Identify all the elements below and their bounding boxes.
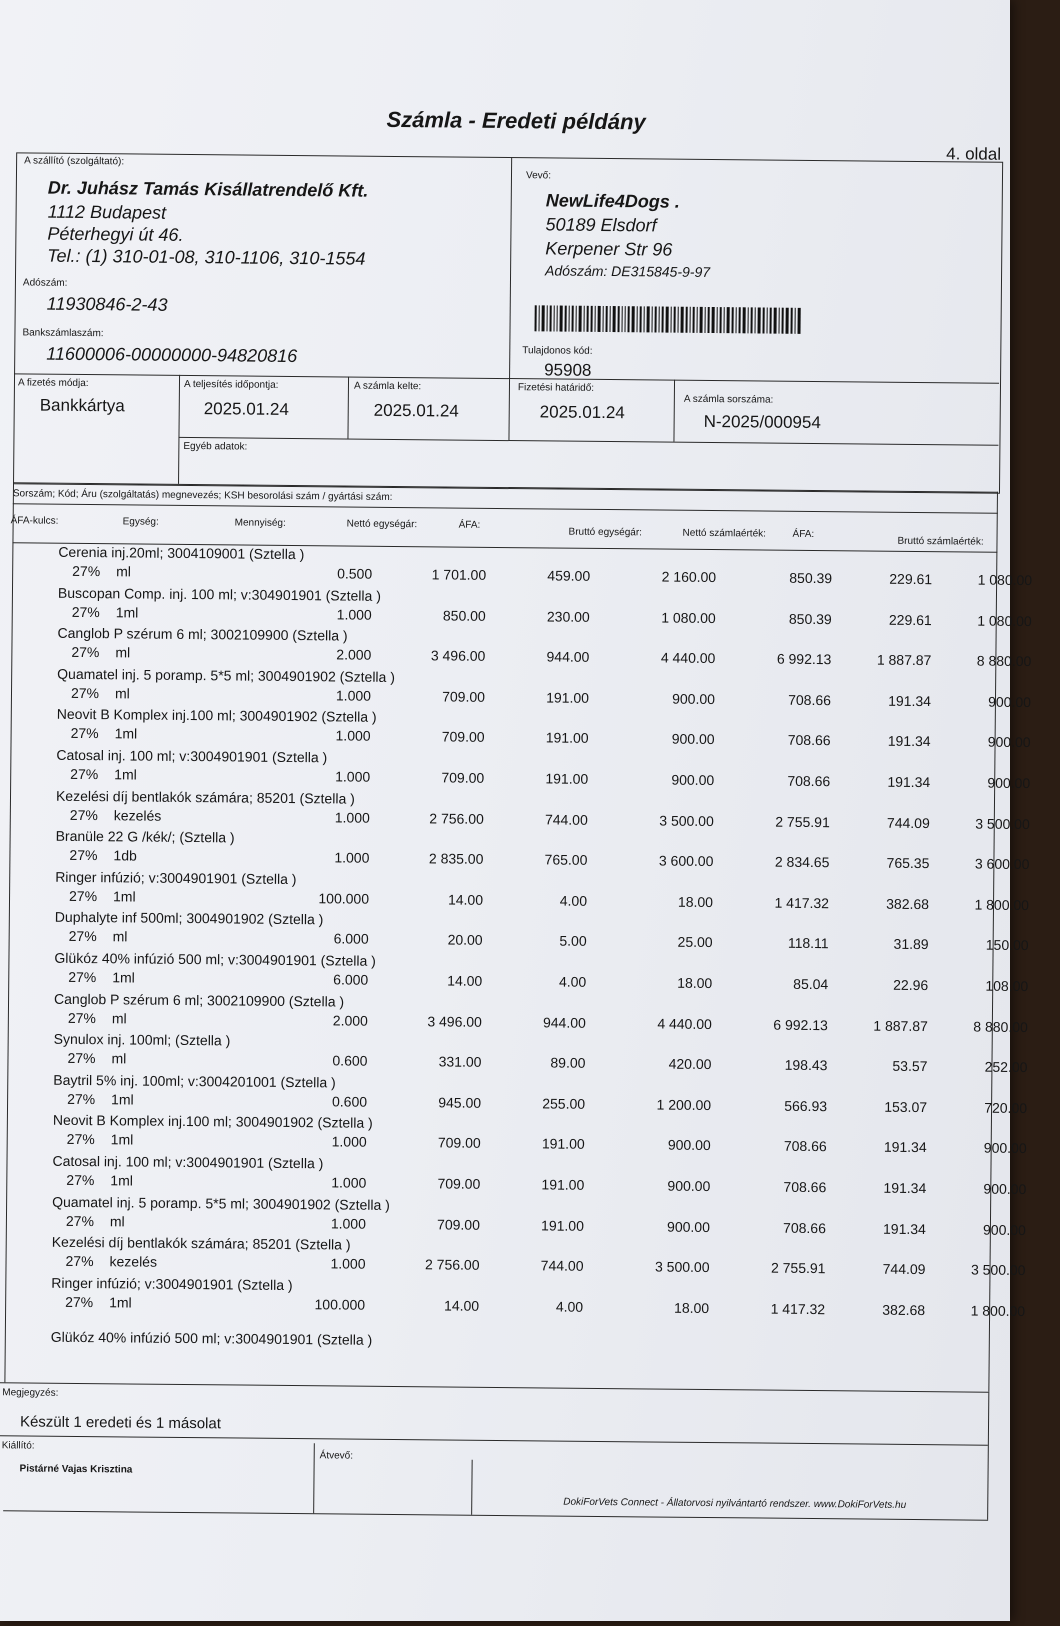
item-net-unit-price: 945.00 — [438, 1094, 482, 1111]
item-name: Catosal inj. 100 ml; v:3004901901 (Sztella ) — [52, 1152, 324, 1172]
issue-date: 2025.01.24 — [373, 400, 459, 421]
item-unit: 1ml — [111, 1090, 134, 1108]
item-quantity: 1.000 — [331, 1133, 367, 1151]
item-vat-total: 191.34 — [888, 692, 932, 709]
item-gross-total: 252.00 — [984, 1058, 1028, 1076]
item-vat-total: 53.57 — [892, 1057, 928, 1075]
col-vat: ÁFA: — [458, 519, 481, 531]
item-net-total: 708.66 — [783, 1138, 827, 1155]
item-net-unit-price: 20.00 — [447, 931, 483, 949]
item-unit: ml — [114, 685, 130, 702]
item-vat-rate: 27% — [67, 1049, 96, 1067]
item-gross-total: 3 600.00 — [974, 855, 1030, 873]
item-name: Kezelési díj bentlakók számára; 85201 (Sztella ) — [51, 1233, 351, 1253]
buyer-city: 50189 Elsdorf — [545, 214, 657, 236]
supplier-bank-account: 11600006-00000000-94820816 — [46, 343, 298, 367]
item-vat-total: 1 887.87 — [876, 651, 932, 669]
item-vat-rate: 27% — [70, 765, 99, 783]
item-vat-unit: 944.00 — [542, 1013, 586, 1031]
item-net-unit-price: 709.00 — [441, 769, 485, 786]
item-vat-unit: 744.00 — [540, 1257, 584, 1274]
item-name: Glükóz 40% infúzió 500 ml; v:3004901901 (Sztella ) — [54, 949, 376, 969]
item-vat-total: 744.09 — [882, 1260, 926, 1278]
item-net-unit-price: 709.00 — [437, 1175, 481, 1192]
item-gross-unit-price: 18.00 — [677, 974, 713, 991]
item-vat-unit: 89.00 — [550, 1054, 586, 1071]
item-unit: 1ml — [110, 1131, 134, 1148]
divider — [3, 1510, 988, 1520]
item-gross-unit-price: 3 600.00 — [658, 852, 714, 870]
buyer-tax: Adószám: DE315845-9-97 — [545, 262, 711, 280]
item-name: Duphalyte inf 500ml; 3004901902 (Sztella ) — [54, 909, 324, 928]
item-quantity: 2.000 — [332, 1011, 368, 1029]
item-gross-total: 8 880.00 — [973, 1018, 1028, 1035]
item-vat-unit: 459.00 — [547, 567, 591, 584]
item-quantity: 2.000 — [336, 646, 372, 663]
item-net-total: 708.66 — [787, 732, 831, 749]
supplier-bank-label: Bankszámlaszám: — [22, 327, 104, 340]
item-net-total: 118.11 — [787, 935, 829, 952]
item-gross-total: 900.00 — [983, 1180, 1027, 1197]
item-vat-total: 229.61 — [889, 570, 933, 588]
table-header-line: Sorszám; Kód; Áru (szolgáltatás) megnevezés; KSH besorolási szám / gyártási szám: — [12, 488, 393, 503]
item-net-total: 1 417.32 — [770, 1300, 826, 1317]
item-unit: ml — [109, 1212, 125, 1229]
item-net-unit-price: 14.00 — [447, 972, 483, 989]
item-gross-unit-price: 18.00 — [674, 1299, 710, 1316]
item-name: Canglob P szérum 6 ml; 3002109900 (Sztella ) — [53, 990, 345, 1010]
item-name: Canglob P szérum 6 ml; 3002109900 (Sztella ) — [57, 624, 348, 644]
item-net-total: 2 755.91 — [770, 1259, 826, 1277]
fulfillment-label: A teljesítés időpontja: — [183, 378, 279, 391]
item-name: Catosal inj. 100 ml; v:3004901901 (Sztella ) — [56, 746, 328, 766]
item-vat-total: 191.34 — [887, 733, 931, 750]
col-unit: Egység: — [122, 516, 159, 528]
item-vat-unit: 191.00 — [545, 729, 589, 747]
invoice-number: N-2025/000954 — [703, 411, 821, 433]
item-unit: ml — [111, 1009, 127, 1026]
due-label: Fizetési határidő: — [517, 382, 595, 394]
item-name: Neovit B Komplex inj.100 ml; 3004901902 (Sztella ) — [56, 706, 377, 726]
item-vat-total: 1 887.87 — [873, 1017, 928, 1034]
barcode-image — [535, 305, 803, 334]
software-credit: DokiForVets Connect - Állatorvosi nyilvántartó rendszer. www.DokiForVets.hu — [563, 1496, 907, 1511]
item-gross-total: 150.00 — [985, 937, 1029, 954]
payment-method: Bankkártya — [39, 395, 125, 416]
invoice-number-label: A számla sorszáma: — [683, 393, 774, 406]
item-unit: 1ml — [115, 603, 139, 621]
item-gross-total: 900.00 — [982, 1221, 1026, 1238]
supplier-tax-label: Adószám: — [22, 277, 68, 289]
item-net-total: 708.66 — [783, 1219, 826, 1236]
item-net-unit-price: 3 496.00 — [430, 647, 486, 665]
item-vat-unit: 191.00 — [541, 1135, 585, 1153]
item-quantity: 1.000 — [330, 1214, 367, 1232]
item-net-total: 6 992.13 — [776, 650, 832, 668]
item-gross-unit-price: 420.00 — [668, 1055, 712, 1073]
item-quantity: 1.000 — [331, 1174, 367, 1191]
item-gross-total: 108.00 — [985, 977, 1029, 995]
remarks-text: Készült 1 eredeti és 1 másolat — [19, 1413, 222, 1433]
item-gross-total: 1 080.00 — [977, 571, 1033, 589]
item-vat-unit: 4.00 — [558, 973, 587, 990]
item-vat-rate: 27% — [65, 1212, 95, 1229]
item-gross-total: 1 080.00 — [977, 612, 1032, 629]
item-net-unit-price: 14.00 — [444, 1297, 480, 1314]
item-vat-total: 229.61 — [888, 611, 932, 628]
item-vat-total: 22.96 — [893, 976, 929, 994]
col-net-total: Nettó számlaérték: — [682, 527, 766, 540]
item-net-unit-price: 331.00 — [438, 1053, 482, 1070]
item-net-total: 2 834.65 — [774, 853, 830, 871]
supplier-city: 1112 Budapest — [47, 201, 167, 223]
item-quantity: 6.000 — [333, 930, 369, 948]
col-quantity: Mennyiség: — [234, 517, 286, 529]
item-net-total: 6 992.13 — [773, 1016, 828, 1033]
item-quantity: 1.000 — [334, 849, 370, 866]
item-vat-unit: 191.00 — [545, 770, 589, 787]
item-unit: 1ml — [112, 969, 135, 986]
item-quantity: 0.500 — [337, 565, 373, 582]
remarks-label: Megjegyzés: — [2, 1387, 59, 1399]
item-gross-total: 3 500.00 — [970, 1261, 1026, 1279]
item-name: Quamatel inj. 5 poramp. 5*5 ml; 3004901902 (Sztella ) — [57, 665, 396, 685]
item-vat-rate: 27% — [70, 684, 100, 701]
item-vat-rate: 27% — [71, 644, 100, 661]
divider — [987, 1392, 989, 1520]
item-unit: ml — [115, 644, 131, 661]
item-unit: 1db — [113, 847, 137, 864]
item-unit: kezelés — [113, 806, 162, 824]
item-unit: 1ml — [112, 888, 136, 905]
item-net-unit-price: 2 756.00 — [424, 1256, 480, 1273]
buyer-street: Kerpener Str 96 — [545, 238, 673, 260]
item-net-total: 708.66 — [788, 691, 832, 708]
item-quantity: 6.000 — [333, 971, 369, 988]
item-unit: 1ml — [109, 1293, 132, 1311]
item-gross-unit-price: 1 200.00 — [656, 1096, 712, 1113]
item-quantity: 1.000 — [335, 768, 371, 785]
owner-code: 95908 — [544, 360, 592, 380]
divider — [471, 1460, 473, 1515]
item-gross-unit-price: 900.00 — [671, 731, 715, 748]
item-unit: kezelés — [109, 1253, 158, 1270]
item-vat-rate: 27% — [68, 968, 97, 986]
item-net-total: 850.39 — [788, 610, 832, 627]
item-gross-total: 900.00 — [987, 774, 1031, 792]
item-vat-unit: 191.00 — [541, 1176, 585, 1193]
item-quantity: 0.600 — [331, 1093, 368, 1110]
item-quantity: 0.600 — [332, 1052, 368, 1069]
item-vat-rate: 27% — [72, 562, 101, 580]
item-net-unit-price: 709.00 — [442, 688, 486, 705]
divider — [0, 1435, 988, 1446]
item-gross-total: 720.00 — [984, 1099, 1028, 1116]
item-net-unit-price: 2 835.00 — [428, 850, 484, 867]
item-unit: ml — [111, 1050, 127, 1067]
item-name: Quamatel inj. 5 poramp. 5*5 ml; 3004901902 (Sztella ) — [52, 1193, 390, 1213]
page-number: 4. oldal — [946, 144, 1002, 164]
item-quantity: 1.000 — [335, 727, 371, 745]
item-name: Ringer infúzió; v:3004901901 (Sztella ) — [51, 1274, 293, 1293]
issuer-label: Kiállító: — [1, 1440, 35, 1452]
item-net-total: 566.93 — [784, 1097, 828, 1114]
item-vat-total: 744.09 — [886, 814, 930, 831]
invoice-title: Számla - Eredeti példány — [386, 106, 646, 135]
other-data-label: Egyéb adatok: — [183, 440, 248, 453]
item-net-unit-price: 3 496.00 — [427, 1012, 482, 1030]
item-gross-unit-price: 900.00 — [667, 1136, 711, 1154]
item-gross-unit-price: 3 500.00 — [654, 1258, 710, 1276]
item-name: Neovit B Komplex inj.100 ml; 3004901902 (Sztella ) — [52, 1112, 373, 1132]
item-gross-unit-price: 900.00 — [667, 1177, 711, 1194]
item-name: Branüle 22 G /kék/; (Sztella ) — [55, 827, 235, 846]
item-name: Baytril 5% inj. 100ml; v:3004201001 (Sztella ) — [53, 1071, 336, 1091]
divider — [13, 503, 998, 513]
item-name: Ringer infúzió; v:3004901901 (Sztella ) — [55, 868, 297, 887]
item-vat-unit: 744.00 — [544, 810, 588, 828]
item-name: Kezelési díj bentlakók számára; 85201 (Sztella ) — [55, 787, 355, 807]
col-vat-rate: ÁFA-kulcs: — [10, 515, 59, 527]
item-vat-unit: 4.00 — [555, 1298, 584, 1315]
item-net-total: 1 417.32 — [774, 894, 830, 911]
divider — [0, 1382, 988, 1393]
item-vat-total: 191.34 — [883, 1220, 926, 1237]
item-vat-rate: 27% — [69, 806, 98, 823]
item-net-unit-price: 14.00 — [447, 891, 484, 908]
item-vat-unit: 191.00 — [541, 1216, 584, 1234]
item-gross-total: 900.00 — [988, 693, 1032, 710]
item-unit: 1ml — [114, 725, 138, 742]
item-vat-total: 382.68 — [882, 1301, 926, 1318]
item-net-total: 198.43 — [784, 1056, 828, 1074]
item-vat-unit: 5.00 — [559, 932, 587, 950]
item-gross-unit-price: 4 440.00 — [660, 649, 716, 667]
fulfillment-date: 2025.01.24 — [203, 399, 289, 419]
item-gross-total: 1 800.00 — [974, 896, 1030, 913]
item-unit: 1ml — [110, 1172, 133, 1189]
supplier-tax-id: 11930846-2-43 — [46, 293, 168, 315]
supplier-phone: Tel.: (1) 310-01-08, 310-1106, 310-1554 — [47, 245, 366, 269]
item-name: Cerenia inj.20ml; 3004109001 (Sztella ) — [58, 543, 305, 563]
item-net-unit-price: 709.00 — [441, 728, 485, 746]
issue-label: A számla kelte: — [353, 380, 422, 393]
item-vat-unit: 255.00 — [542, 1095, 586, 1112]
item-quantity: 100.000 — [314, 1295, 366, 1313]
item-vat-total: 191.34 — [883, 1179, 927, 1197]
item-unit: ml — [116, 563, 132, 580]
item-net-unit-price: 1 701.00 — [431, 566, 487, 583]
item-gross-total: 900.00 — [987, 734, 1031, 751]
item-vat-unit: 765.00 — [544, 851, 588, 868]
item-gross-total: 8 880.00 — [976, 652, 1032, 670]
buyer-label: Vevő: — [525, 170, 552, 182]
item-gross-unit-price: 4 440.00 — [657, 1015, 712, 1032]
item-gross-unit-price: 1 080.00 — [661, 609, 716, 626]
item-net-unit-price: 709.00 — [437, 1215, 481, 1233]
item-gross-total: 1 800.00 — [970, 1302, 1026, 1319]
item-quantity: 1.000 — [330, 1255, 366, 1272]
item-vat-total: 765.35 — [886, 854, 930, 872]
item-vat-unit: 230.00 — [546, 608, 590, 625]
item-vat-unit: 191.00 — [546, 689, 590, 706]
items-list — [45, 543, 1033, 1324]
item-net-total: 850.39 — [789, 569, 833, 587]
item-net-unit-price: 709.00 — [437, 1134, 481, 1152]
item-net-total: 2 755.91 — [775, 813, 830, 830]
item-gross-unit-price: 18.00 — [677, 893, 714, 910]
item-vat-unit: 4.00 — [559, 892, 588, 909]
payment-method-label: A fizetés módja: — [17, 377, 89, 390]
item-gross-unit-price: 900.00 — [671, 771, 715, 789]
item-vat-rate: 27% — [69, 847, 98, 864]
item-net-total: 708.66 — [783, 1178, 827, 1196]
item-net-total: 85.04 — [793, 975, 829, 993]
item-name: Buscopan Comp. inj. 100 ml; v:304901901 (Sztella ) — [57, 584, 382, 604]
supplier-label: A szállító (szolgáltató): — [24, 155, 125, 168]
issuer-name: Pistárné Vajas Krisztina — [19, 1463, 133, 1476]
item-net-unit-price: 2 756.00 — [429, 809, 484, 827]
item-vat-rate: 27% — [65, 1293, 94, 1310]
buyer-name: NewLife4Dogs . — [545, 190, 680, 212]
item-vat-rate: 27% — [66, 1131, 95, 1148]
item-vat-total: 31.89 — [893, 936, 929, 953]
item-unit: ml — [112, 928, 128, 945]
item-vat-rate: 27% — [65, 1252, 94, 1270]
item-vat-rate: 27% — [67, 1009, 97, 1026]
item-unit: 1ml — [114, 766, 137, 783]
item-vat-rate: 27% — [68, 887, 98, 904]
item-quantity: 100.000 — [318, 890, 370, 907]
item-vat-rate: 27% — [67, 1090, 96, 1107]
supplier-street: Péterhegyi út 46. — [47, 223, 184, 245]
supplier-name: Dr. Juhász Tamás Kisállatrendelő Kft. — [47, 177, 369, 201]
item-quantity: 1.000 — [334, 808, 370, 826]
col-gross-total: Bruttó számlaérték: — [897, 535, 984, 548]
item-vat-rate: 27% — [66, 1171, 95, 1189]
item-gross-unit-price: 3 500.00 — [659, 812, 714, 829]
table-row — [45, 1274, 1026, 1324]
col-gross-unit-price: Bruttó egységár: — [568, 526, 642, 539]
item-gross-total: 3 500.00 — [975, 815, 1030, 832]
receiver-label: Átvevő: — [319, 1450, 354, 1462]
item-quantity: 1.000 — [336, 606, 372, 623]
item-vat-total: 191.34 — [883, 1139, 927, 1156]
owner-code-label: Tulajdonos kód: — [522, 345, 593, 357]
item-vat-rate: 27% — [70, 725, 99, 742]
item-gross-unit-price: 2 160.00 — [661, 568, 717, 586]
item-vat-rate: 27% — [71, 603, 100, 620]
col-vat-total: ÁFA: — [792, 528, 815, 541]
item-gross-unit-price: 900.00 — [667, 1218, 710, 1235]
item-quantity: 1.000 — [335, 687, 372, 704]
item-vat-rate: 27% — [68, 928, 97, 945]
divider — [4, 482, 14, 1382]
item-vat-total: 153.07 — [884, 1098, 928, 1115]
item-gross-unit-price: 900.00 — [672, 690, 716, 707]
due-date: 2025.01.24 — [539, 402, 625, 423]
item-name-continued: Glükóz 40% infúzió 500 ml; v:3004901901 (Sztella ) — [50, 1328, 373, 1348]
item-vat-total: 191.34 — [887, 773, 931, 791]
item-gross-total: 900.00 — [983, 1139, 1027, 1157]
item-vat-unit: 944.00 — [546, 648, 590, 666]
item-vat-total: 382.68 — [886, 895, 930, 912]
item-net-unit-price: 850.00 — [442, 607, 486, 624]
item-gross-unit-price: 25.00 — [677, 934, 713, 951]
col-net-unit-price: Nettó egységár: — [346, 518, 418, 531]
item-name: Synulox inj. 100ml; (Sztella ) — [53, 1030, 231, 1049]
item-net-total: 708.66 — [787, 772, 831, 790]
divider — [313, 1443, 315, 1513]
